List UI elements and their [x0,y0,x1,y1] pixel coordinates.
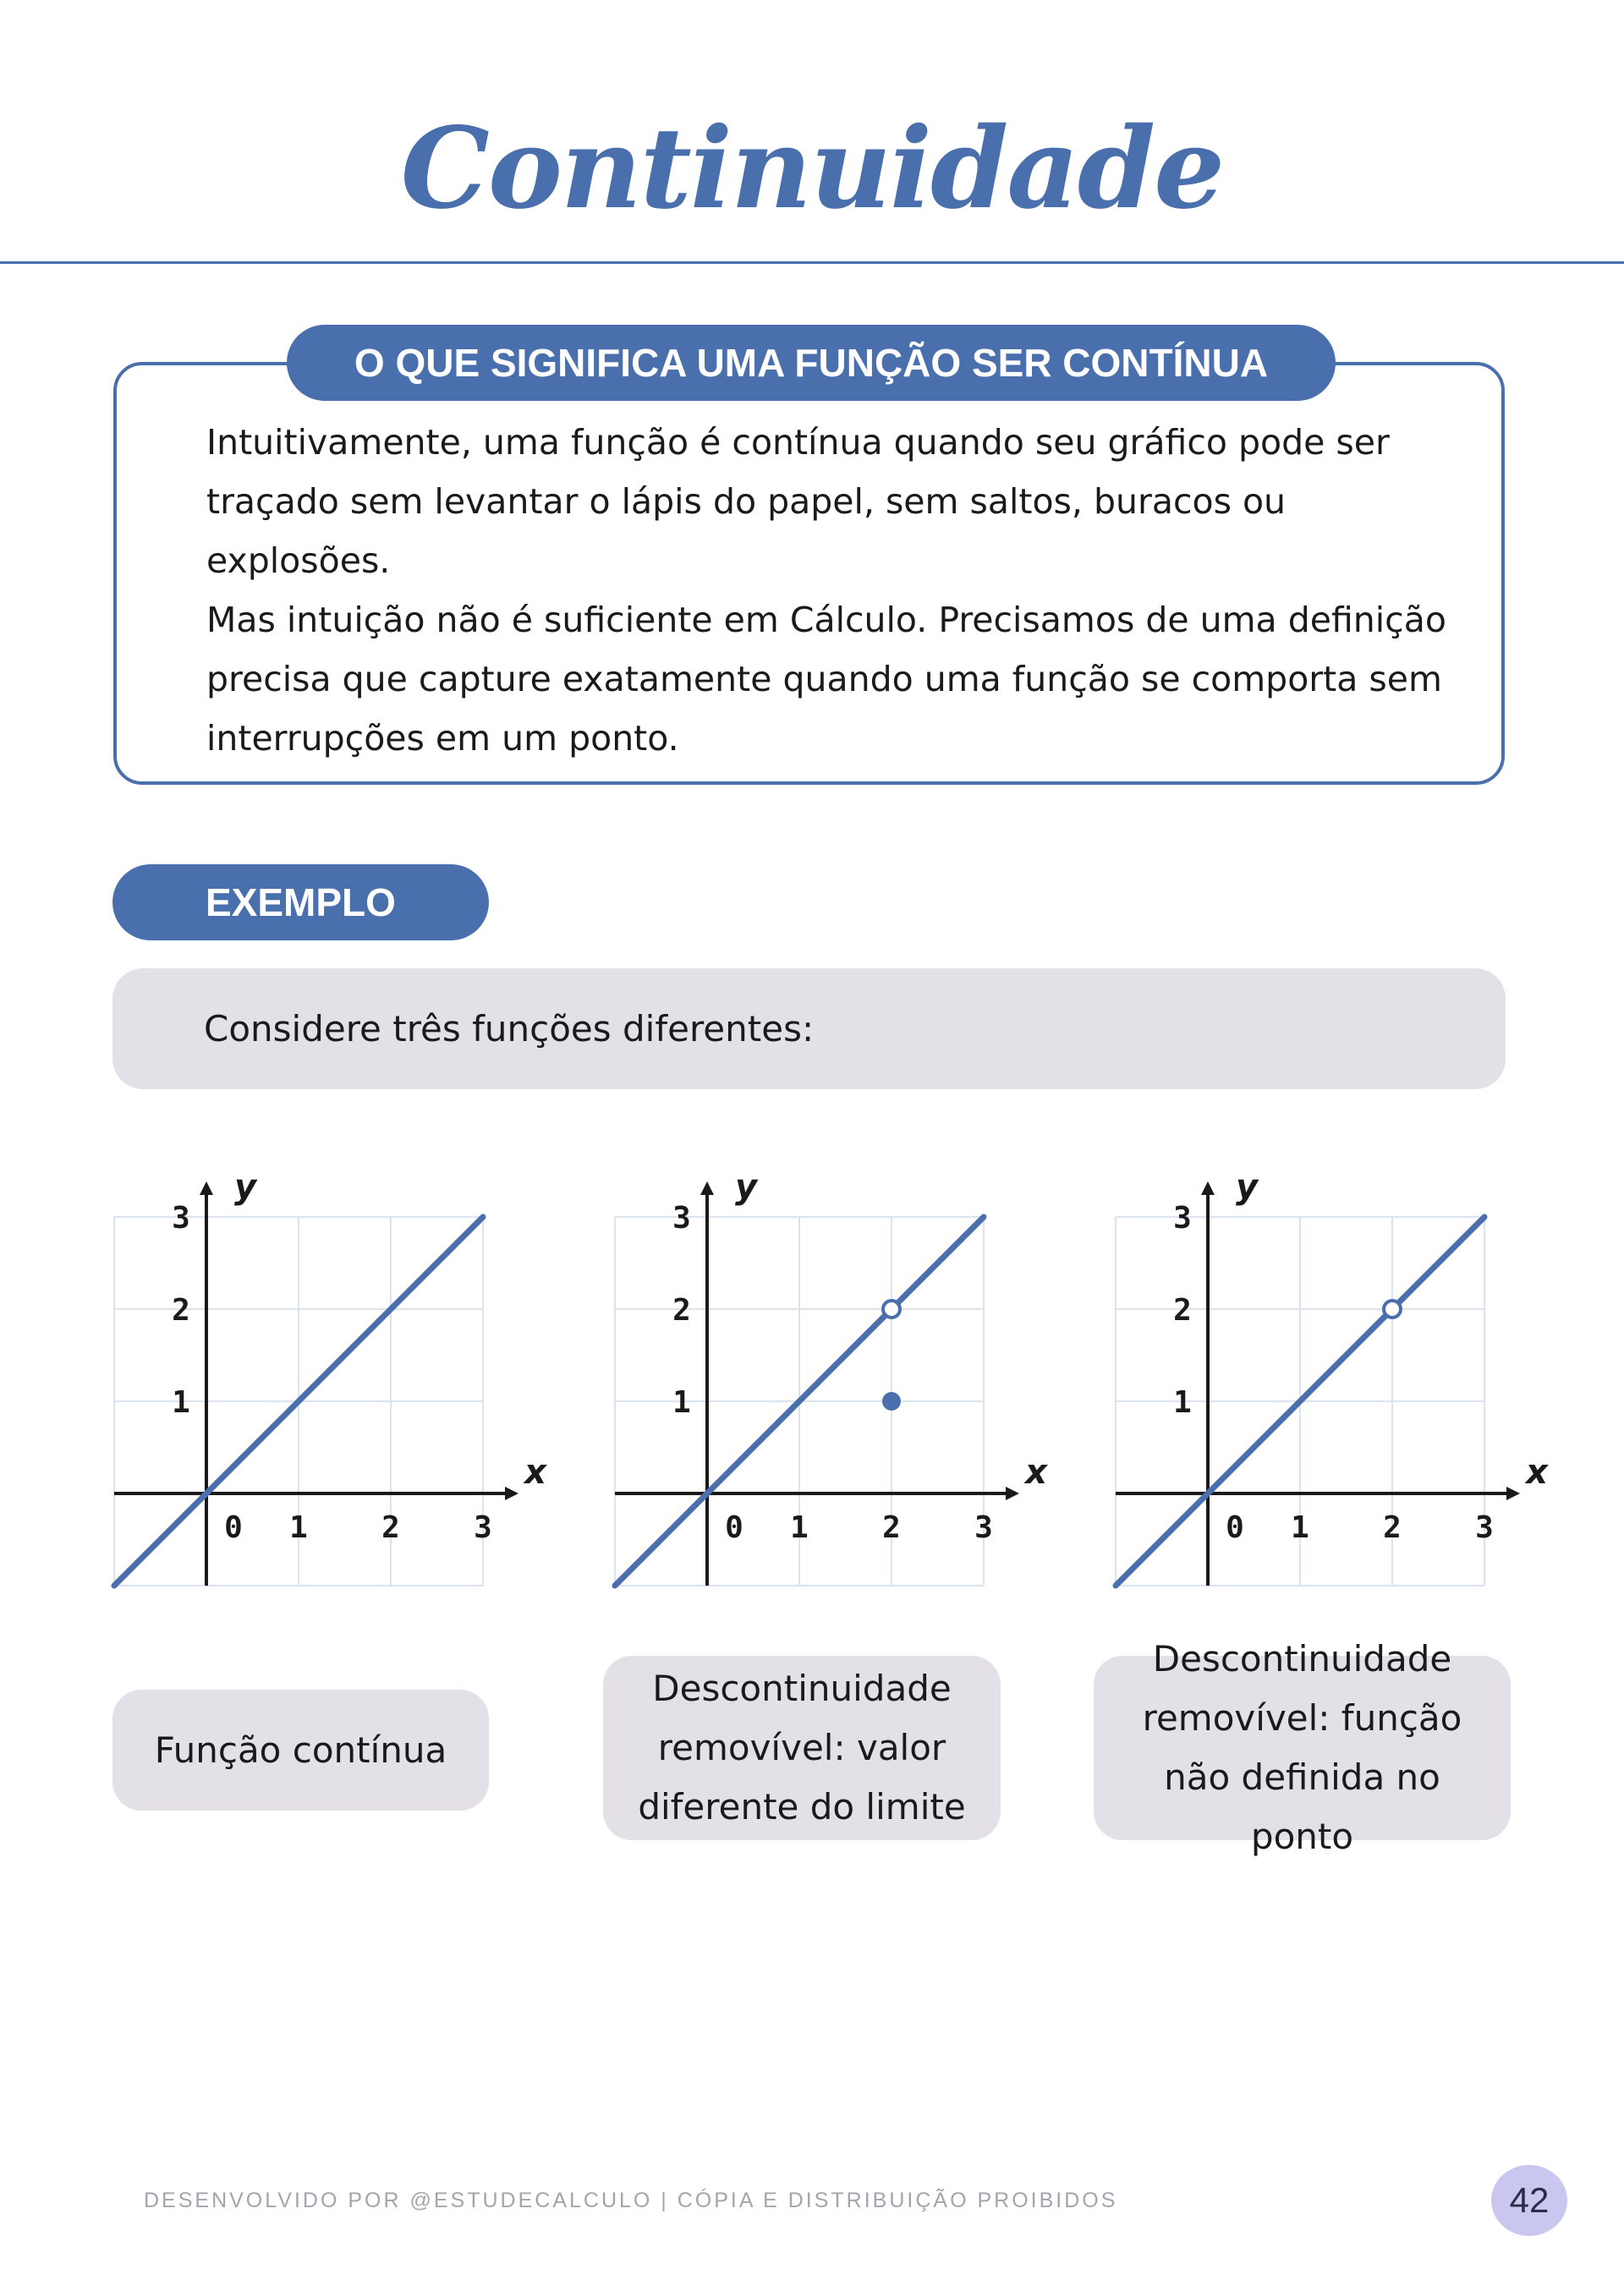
x-axis-label: x [524,1453,546,1492]
x-tick-label: 1 [289,1510,308,1545]
chart-svg [602,1150,1059,1607]
y-tick-label: 3 [172,1201,190,1236]
definition-text [206,413,1458,768]
definition-paragraph: Mas intuição não é suficiente em Cálculo. Precisamos de uma definição precisa que capture exatamente quando uma função se comporta sem interrupções em um ponto. [206,600,1446,759]
y-tick-label: 1 [172,1385,190,1420]
x-axis-label: x [1025,1453,1047,1492]
filled-point [882,1392,901,1411]
x-axis-label: x [1526,1453,1548,1492]
example-label: EXEMPLO [112,864,489,940]
x-tick-label: 3 [474,1510,492,1545]
example-intro [112,968,1506,1089]
definition-paragraph: Intuitivamente, uma função é contínua quando seu gráfico pode ser traçado sem levantar o lápis do papel, sem saltos, buracos ou explosões. [206,422,1390,581]
y-tick-label: 3 [672,1201,691,1236]
caption-removable-undefined: Descontinuidade removível: função não definida no ponto [1094,1656,1511,1840]
y-tick-label: 2 [1173,1293,1192,1328]
y-axis-arrow [1201,1181,1215,1195]
title-divider [0,261,1624,264]
x-axis-arrow [1506,1487,1520,1500]
y-tick-label: 1 [672,1385,691,1420]
example-intro-text: Considere três funções diferentes: [204,1008,815,1049]
chart-removable-different-value [602,1150,1059,1607]
footer-credit: DESENVOLVIDO POR @ESTUDECALCULO | CÓPIA E DISTRIBUIÇÃO PROIBIDOS [144,2189,1118,2212]
x-tick-label: 1 [790,1510,809,1545]
y-axis-label: y [233,1168,257,1207]
x-tick-label: 3 [1475,1510,1494,1545]
caption-continuous: Função contínua [112,1690,489,1811]
page-number: 42 [1491,2165,1567,2236]
x-axis-arrow [505,1487,518,1500]
open-point [883,1301,900,1318]
y-tick-label: 2 [172,1293,190,1328]
y-axis-label: y [1235,1168,1259,1207]
definition-heading: O QUE SIGNIFICA UMA FUNÇÃO SER CONTÍNUA [287,325,1336,401]
x-tick-label: 2 [381,1510,400,1545]
x-tick-label: 0 [224,1510,243,1545]
y-tick-label: 3 [1173,1201,1192,1236]
x-tick-label: 0 [1226,1510,1244,1545]
x-axis-arrow [1006,1487,1019,1500]
chart-removable-undefined [1103,1150,1560,1607]
chart-svg [102,1150,558,1607]
y-axis-arrow [200,1181,213,1195]
x-tick-label: 1 [1291,1510,1309,1545]
y-axis-label: y [734,1168,758,1207]
x-tick-label: 2 [882,1510,901,1545]
page-title: Continuidade [400,103,1224,234]
open-point [1384,1301,1401,1318]
caption-removable-different-value: Descontinuidade removível: valor diferente do limite [603,1656,1001,1840]
y-axis-arrow [700,1181,714,1195]
chart-svg [1103,1150,1560,1607]
y-tick-label: 1 [1173,1385,1192,1420]
y-tick-label: 2 [672,1293,691,1328]
x-tick-label: 0 [725,1510,743,1545]
chart-continuous [102,1150,558,1607]
x-tick-label: 3 [974,1510,993,1545]
x-tick-label: 2 [1383,1510,1402,1545]
